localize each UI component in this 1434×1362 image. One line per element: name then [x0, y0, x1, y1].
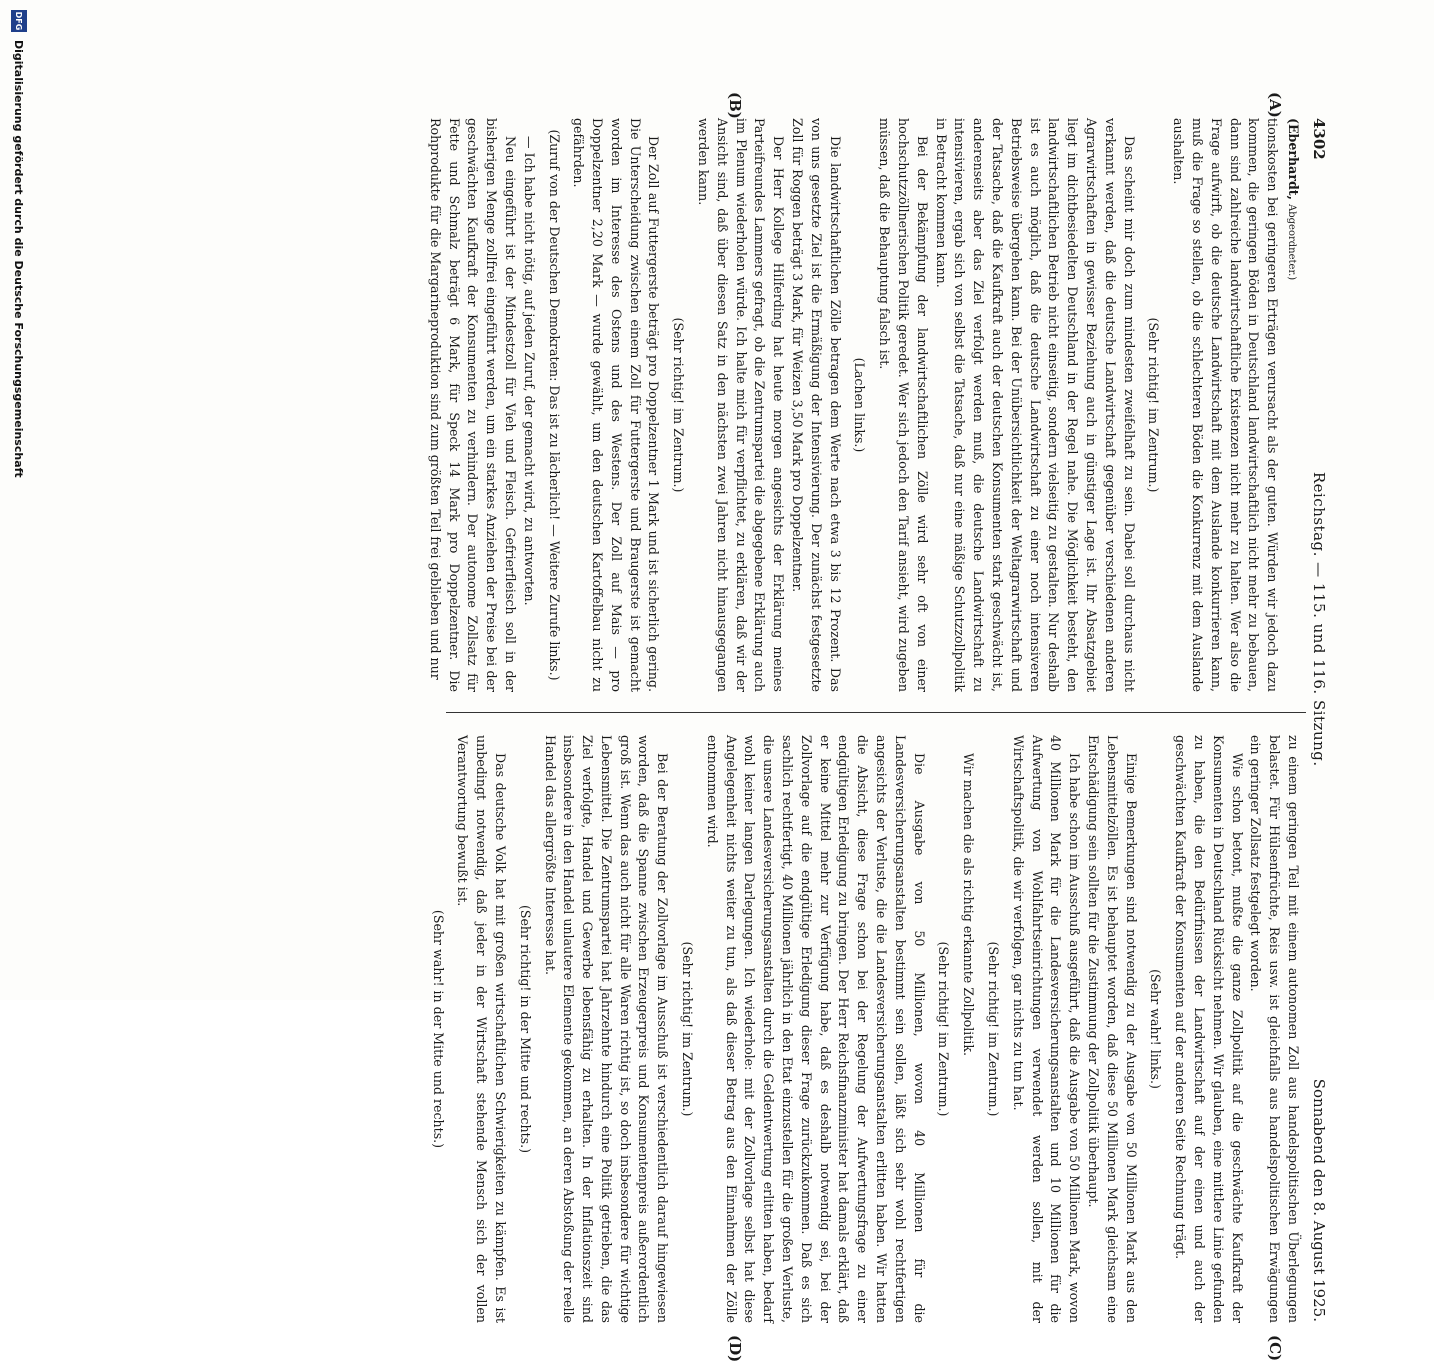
- credit-text: Digitalisierung gefördert durch die Deutsche Forschungsgemeinschaft: [12, 40, 26, 478]
- page-number: 4302: [1310, 118, 1328, 160]
- interjection: (Zuruf von der Deutschen Demokraten: Das ist zu lächerlich! — Weitere Zurufe links.): [546, 129, 562, 681]
- interjection: (Sehr richtig! im Zentrum.): [671, 317, 687, 493]
- paragraph: zu einem geringen Teil mit einem autonomen Zoll aus handelspolitischen Überlegungen belastet. Für Hülsenfrüchte, Reis usw. ist gleichfalls aus handelspolitischen Erwägungen ein geringer Zollsatz festgelegt worden.: [1248, 735, 1301, 1323]
- paragraph: Das scheint mir doch zum mindesten zweifelhaft zu sein. Dabei soll durchaus nicht verkannt werden, daß die deutsche Landwirtschaft gegenüber verschiedenen anderen Agrarwirtschaften in gewisser Beziehung auch in günstiger Lage ist. Ihr Absatzgebiet liegt im dichtbesiedelten Deutschland in der Regel nahe. Die Möglichkeit besteht, den landwirtschaftlichen Betrieb nicht einseitig, sondern vielseitig zu gestalten. Nur deshalb ist es auch möglich, daß die deutsche Landwirtschaft zu einer noch intensiveren Betriebsweise übergehen kann. Bei der Unübersichtlichkeit der Weltagrarwirtschaft und der Tatsache, daß die Kaufkraft auch der deutschen Konsumenten stark geschwächt ist, anderenseits aber das Ziel verfolgt werden muß, die deutsche Landwirtschaft zu intensivieren, ergab sich von selbst die Tatsache, daß nur eine mäßige Schutzzollpolitik in Betracht kommen kann.: [933, 118, 1137, 692]
- paragraph: Der Zoll auf Futtergerste beträgt pro Doppelzentner 1 Mark und ist sicherlich gering. Die Unterscheidung zwischen einem Zoll für Futtergerste und Braugerste ist gemacht worden im Interesse des Ostens und des Westens. Der Zoll auf Mais — pro Doppelzentner 2,20 Mark — wurde gewählt, um den deutschen Kartoffelbau nicht zu gefährden.: [571, 118, 662, 692]
- paragraph: Einige Bemerkungen sind notwendig zu der Ausgabe von 50 Millionen Mark aus den Lebensmittelzöllen. Es ist behauptet worden, daß diese 50 Millionen Mark gleichsam eine Entschädigung sein sollten für die Zustimmung der Zollpolitik überhaupt.: [1086, 735, 1139, 1323]
- header-title: Reichstag. — 115. und 116. Sitzung.: [1310, 471, 1328, 767]
- margin-mark-b: (B): [726, 92, 744, 119]
- interjection: (Sehr wahr! links.): [1148, 969, 1164, 1089]
- margin-mark-c: (C): [1266, 1335, 1284, 1362]
- page-header: [1310, 118, 1334, 1322]
- interjection: (Sehr richtig! im Zentrum.): [986, 941, 1002, 1117]
- paragraph: Wir machen die als richtig erkannte Zollpolitik.: [961, 753, 977, 1057]
- margin-mark-d: (D): [726, 1335, 744, 1362]
- speaker-line: [1281, 118, 1302, 692]
- right-column: [430, 735, 1302, 1323]
- speaker-name: (Eberhardt,: [1286, 118, 1301, 200]
- interjection: (Sehr richtig! im Zentrum.): [936, 941, 952, 1117]
- paragraph: Die Ausgabe von 50 Millionen, wovon 40 Millionen für die Landesversicherungsanstalten bestimmt sein sollen, läßt sich sehr wohl rechtfertigen angesichts der Verluste, die die Landesversicherungsanstalten erlitten haben. Wir hatten die Absicht, diese Frage schon bei der Regelung der Aufwertungsfrage zu einer endgültigen Erledigung zu bringen. Der Herr Reichsfinanzminister hat damals erklärt, daß er keine Mittel mehr zur Verfügung habe, daß es deshalb notwendig sei, bei der Zollvorlage auf die endgültige Erledigung dieser Frage zurückzukommen. Daß es sich sachlich rechtfertigt, 40 Millionen jährlich in den Etat einzustellen für die großen Verluste, die unsere Landesversicherungsanstalten durch die Geldentwertung erlitten haben, bedarf wohl keiner langen Darlegungen. Ich wiederhole: mit der Zollvorlage selbst hat diese Angelegenheit nichts weiter zu tun, als daß dieser Betrag aus den Einnahmen der Zölle entnommen wird.: [704, 735, 927, 1323]
- interjection: (Sehr richtig! im Zentrum.): [1146, 317, 1162, 493]
- interjection: (Sehr richtig! im Zentrum.): [680, 941, 696, 1117]
- digitization-credit: [8, 10, 30, 990]
- paragraph: Die landwirtschaftlichen Zölle betragen dem Werte nach etwa 3 bis 12 Prozent. Das von uns gesetzte Ziel ist die Ermäßigung der Intensivierung. Der zunächst festgesetzte Zoll für Roggen beträgt 3 Mark, für Weizen 3,50 Mark pro Doppelzentner.: [790, 118, 843, 692]
- paragraph: Wie schon betont, mußte die ganze Zollpolitik auf die geschwächte Kaufkraft der Konsumenten in Deutschland Rücksicht nehmen. Wir glauben, eine mittlere Linie gefunden zu haben, die den Bedürfnissen der Landwirtschaft auf der einen und auch der geschwächten Kaufkraft der Konsumenten auf der anderen Seite Rechnung trägt.: [1173, 735, 1245, 1323]
- paragraph: tionskosten bei geringeren Erträgen verursacht als der guten. Würden wir jedoch dazu kommen, die geringen Böden in Deutschland landwirtschaftlich nicht mehr zu bebauen, dann sind zahlreiche landwirtschaftliche Existenzen nicht mehr zu halten. Wer also die Frage aufwirft, ob die deutsche Landwirtschaft mit dem Auslande konkurrieren kann, muß die Frage so stellen, ob die schlechteren Böden die Konkurrenz mit dem Auslande aushalten.: [1171, 118, 1281, 692]
- paragraph: Das deutsche Volk hat mit großen wirtschaftlichen Schwierigkeiten zu kämpfen. Es ist unbedingt notwendig, daß jeder in der Wirtschaft stehende Mensch sich der vollen Verantwortung bewußt ist.: [455, 735, 508, 1323]
- interjection: (Sehr richtig! in der Mitte und rechts.): [517, 904, 533, 1154]
- speaker-role: Abgeordneter.): [1286, 204, 1297, 281]
- paragraph: — Ich habe nicht nötig, auf jeden Zuruf, der gemacht wird, zu antworten.: [521, 136, 537, 606]
- paragraph: Der Herr Kollege Hilferding hat heute morgen angesichts der Erklärung meines Parteifreundes Lammers gefragt, ob die Zentrumspartei die abgegebene Erklärung auch im Plenum wiederholen würde. Ich halte mich für verpflichtet, zu erklären, daß wir der Ansicht sind, daß über diesen Satz in den nächsten zwei Jahren nicht hinausgegangen werden kann.: [696, 118, 787, 692]
- paragraph: Neu eingeführt ist der Mindestzoll für Vieh und Fleisch. Gefrierfleisch soll in der bisherigen Menge zollfrei eingeführt werden, um ein starkes Anziehen der Preise bei der geschwächten Kaufkraft der Konsumenten zu verhindern. Der autonome Zollsatz für Fette und Schmalz beträgt 6 Mark, für Speck 14 Mark pro Doppelzentner. Die Rohprodukte für die Margarineproduktion sind zum größten Teil frei geblieben und nur: [427, 118, 518, 692]
- dfg-logo-icon: DFG: [11, 10, 27, 32]
- margin-mark-a: (A): [1266, 92, 1284, 118]
- paragraph: Bei der Beratung der Zollvorlage im Ausschuß ist verschiedentlich darauf hingewiesen worden, daß die Spanne zwischen Erzeugerpreis und Konsumentenpreis außerordentlich groß ist. Wenn das auch nicht für alle Waren richtig ist, so doch insbesondere für wichtige Lebensmittel. Die Zentrumspartei hat Jahrzehnte hindurch eine Politik getrieben, die das Ziel verfolgte, Handel und Gewerbe lebensfähig zu erhalten. In der Inflationszeit sind insbesondere in den Handel unlautere Elemente gekommen, an deren Abstoßung der reelle Handel das allergrößte Interesse hat.: [542, 735, 671, 1323]
- paragraph: Ich habe schon im Ausschuß ausgeführt, daß die Ausgabe von 50 Millionen Mark, wovon 40 Millionen Mark für die Landesversicherungsanstalten und 10 Millionen für die Aufwertung von Wohlfahrtseinrichtungen verwendet werden sollen, mit der Wirtschaftspolitik, die wir verfolgen, gar nichts zu tun hat.: [1010, 735, 1083, 1323]
- column-divider: [446, 712, 1306, 713]
- interjection: (Lachen links.): [852, 357, 868, 453]
- left-column: [427, 118, 1302, 692]
- header-date: Sonnabend den 8. August 1925.: [1310, 1078, 1328, 1322]
- interjection: (Sehr wahr! in der Mitte und rechts.): [430, 909, 446, 1149]
- paragraph: Bei der Bekämpfung der landwirtschaftlichen Zölle wird sehr oft von einer hochschutzzöllnerischen Politik geredet. Wer sich jedoch den Tarif ansieht, wird zugeben müssen, daß die Behauptung falsch ist.: [877, 118, 930, 692]
